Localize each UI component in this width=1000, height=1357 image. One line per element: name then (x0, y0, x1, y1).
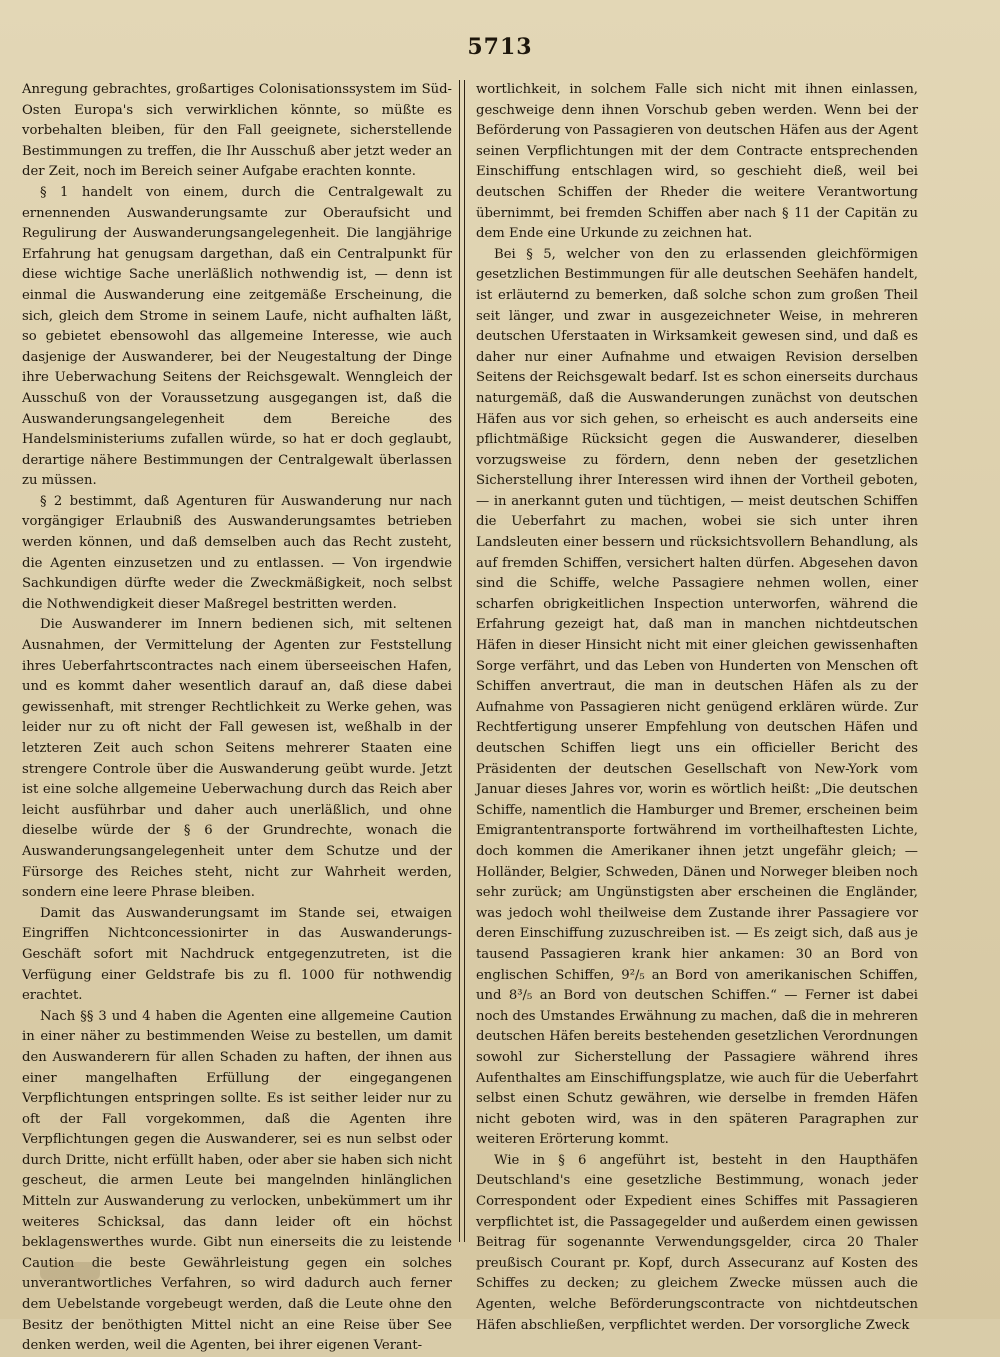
paragraph: Nach §§ 3 und 4 haben die Agenten eine allgemeine Caution in einer näher zu bestimmenden Weise zu bestellen, um damit den Auswanderern für allen Schaden zu haften, der ihnen aus einer mangelhaften Erfüllung der eingegangenen Verpflichtungen entspringen sollte. Es ist seither leider nur zu oft der Fall vorgekommen, daß die Agenten ihre Verpflichtungen gegen die Auswanderer, sei es nun selbst oder durch Dritte, nicht erfüllt haben, oder aber sie haben sich nicht gescheut, die armen Leute bei mangelnden hinlänglichen Mitteln zur Auswanderung zu verlocken, unbekümmert um ihr weiteres Schicksal, das dann leider oft ein höchst beklagenswerthes wurde. Gibt nun einerseits die zu leistende Caution die beste Gewährleistung gegen ein solches unverantwortliches Verfahren, so wird dadurch auch ferner dem Uebelstande vorgebeugt werden, daß die Leute ohne den Besitz der benöthigten Mittel nicht an eine Reise über See denken werden, weil die Agenten, bei ihrer eigenen Verant- (22, 1008, 452, 1354)
paragraph: wortlichkeit, in solchem Falle sich nicht mit ihnen einlassen, geschweige denn ihnen Vorschub geben werden. Wenn bei der Beförderung von Passagieren von deutschen Häfen aus der Agent seinen Verpflichtungen mit der dem Contracte entsprechenden Einschiffung entschlagen wird, so geschieht dieß, weil bei deutschen Schiffen der Rheder die weitere Verantwortung übernimmt, bei fremden Schiffen aber nach § 11 der Capitän zu dem Ende eine Urkunde zu zeichnen hat. (476, 82, 918, 242)
paragraph: § 1 handelt von einem, durch die Centralgewalt zu ernennenden Auswanderungsamte zur Oberaufsicht und Regulirung der Auswanderungsangelegenheit. Die langjährige Erfahrung hat genugsam dargethan, daß ein Centralpunkt für diese wichtige Sache unerläßlich nothwendig ist, — denn ist einmal die Auswanderung eine zeitgemäße Erscheinung, die sich, gleich dem Strome in seinem Laufe, nicht aufhalten läßt, so gebietet ebensowohl das allgemeine Interesse, wie auch dasjenige der Auswanderer, bei der Neugestaltung der Dinge ihre Ueberwachung Seitens der Reichsgewalt. Wenngleich der Ausschuß von der Voraussetzung ausgegangen ist, daß die Auswanderungsangelegenheit dem Bereiche des Handelsministeriums zufallen würde, so hat er doch geglaubt, derartige nähere Bestimmungen der Centralgewalt überlassen zu müssen. (22, 184, 452, 489)
paragraph: Damit das Auswanderungsamt im Stande sei, etwaigen Eingriffen Nichtconcessionirter in das Auswanderungs-Geschäft sofort mit Nachdruck entgegenzutreten, ist die Verfügung einer Geldstrafe bis zu fl. 1000 für nothwendig erachtet. (22, 905, 452, 1004)
paragraph: Bei § 5, welcher von den zu erlassenden gleichförmigen gesetzlichen Bestimmungen für alle deutschen Seehäfen handelt, ist erläuternd zu bemerken, daß solche schon zum großen Theil seit länger, und zwar in ausgezeichneter Weise, in mehreren deutschen Uferstaaten in Wirksamkeit gewesen sind, und daß es daher nur einer Aufnahme und etwaigen Revision derselben Seitens der Reichsgewalt bedarf. Ist es schon einerseits durchaus naturgemäß, daß die Auswanderungen zunächst von deutschen Häfen aus vor sich gehen, so erheischt es auch anderseits eine pflichtmäßige Rücksicht gegen die Auswanderer, dieselben vorzugsweise zu fördern, denn neben der gesetzlichen Sicherstellung ihrer Interessen wird ihnen der Vortheil geboten, — in anerkannt guten und tüchtigen, — meist deutschen Schiffen die Ueberfahrt zu machen, wobei sie sich unter ihren Landsleuten einer bessern und rücksichtsvollern Behandlung, als auf fremden Schiffen, versichert halten dürfen. Abgesehen davon sind die Schiffe, welche Passagiere nehmen wollen, einer scharfen obrigkeitlichen Inspection unterworfen, während die Erfahrung gezeigt hat, daß man in manchen nichtdeutschen Häfen in dieser Hinsicht nicht mit einer gleichen gewissenhaften Sorge verfährt, und das Leben von Hunderten von Menschen oft Schiffen anvertraut, die man in deutschen Häfen als zu der Aufnahme von Passagieren nicht genügend erklären würde. Zur Rechtfertigung unserer Empfehlung von deutschen Häfen und deutschen Schiffen liegt uns ein officieller Bericht des Präsidenten der deutschen Gesellschaft von New-York vom Januar dieses Jahres vor, worin es wörtlich heißt: „Die deutschen Schiffe, namentlich die Hamburger und Bremer, erscheinen beim Emigrantentransporte fortwährend im vortheilhaftesten Lichte, doch kommen die Amerikaner ihnen jetzt ungefähr gleich; — Holländer, Belgier, Schweden, Dänen und Norweger bleiben noch sehr zurück; am Ungünstigsten aber erscheinen die Engländer, was jedoch wohl theilweise dem Zustande ihrer Passagiere vor deren Einschiffung zuzuschreiben ist. — Es zeigt sich, daß aus je tausend Passagieren krank hier ankamen: 30 an Bord von englischen Schiffen, 9²/₅ an Bord von amerikanischen Schiffen, und 8³/₅ an Bord von deutschen Schiffen.“ — Ferner ist dabei noch des Umstandes Erwähnung zu machen, daß die in mehreren deutschen Häfen bereits bestehenden gesetzlichen Verordnungen sowohl zur Sicherstellung der Passagiere während ihres Aufenthaltes am Einschiffungsplatze, wie auch für die Ueberfahrt selbst einen Schutz gewähren, wie derselbe in fremden Häfen nicht geboten wird, was in den späteren Paragraphen zur weiteren Erörterung kommt. (476, 246, 918, 1148)
right-column (476, 80, 918, 1333)
paragraph: Anregung gebrachtes, großartiges Colonisationssystem im Süd-Osten Europa's sich verwirklichen könnte, so müßte es vorbehalten bleiben, für den Fall geeignete, sicherstellende Bestimmungen zu treffen, die Ihr Ausschuß aber jetzt weder an der Zeit, noch im Bereich seiner Aufgabe erachten konnte. (22, 82, 452, 180)
column-divider (459, 80, 465, 1242)
paragraph: Wie in § 6 angeführt ist, besteht in den Haupthäfen Deutschland's eine gesetzliche Bestimmung, wonach jeder Correspondent oder Expedient eines Schiffes mit Passagieren verpflichtet ist, die Passagegelder und außerdem einen gewissen Beitrag für sogenannte Verwendungsgelder, circa 20 Thaler preußisch Courant pr. Kopf, durch Assecuranz auf Kosten des Schiffes zu decken; zu gleichem Zwecke müssen auch die Agenten, welche Beförderungscontracte von nichtdeutschen Häfen abschließen, verpflichtet werden. Der vorsorgliche Zweck (476, 1152, 918, 1333)
page-number: 5713 (467, 34, 533, 60)
left-column (22, 80, 452, 1354)
paragraph: § 2 bestimmt, daß Agenturen für Auswanderung nur nach vorgängiger Erlaubniß des Auswanderungsamtes betrieben werden können, und daß demselben auch das Recht zusteht, die Agenten einzusetzen und zu entlassen. — Von irgendwie Sachkundigen dürfte weder die Zweckmäßigkeit, noch selbst die Nothwendigkeit dieser Maßregel bestritten werden. (22, 493, 452, 612)
paragraph: Die Auswanderer im Innern bedienen sich, mit seltenen Ausnahmen, der Vermittelung der Agenten zur Feststellung ihres Ueberfahrtscontractes nach einem überseeischen Hafen, und es kommt daher wesentlich darauf an, daß diese dabei gewissenhaft, mit strenger Rechtlichkeit zu Werke gehen, was leider nur zu oft nicht der Fall gewesen ist, weßhalb in der letzteren Zeit auch schon Seitens mehrerer Staaten eine strengere Controle über die Auswanderung geübt wurde. Jetzt ist eine solche allgemeine Ueberwachung durch das Reich aber leicht ausführbar und daher auch unerläßlich, und ohne dieselbe würde der § 6 der Grundrechte, wonach die Auswanderungsangelegenheit unter dem Schutze und der Fürsorge des Reiches steht, nicht zur Wahrheit werden, sondern eine leere Phrase bleiben. (22, 617, 452, 901)
ink-smudge (40, 1262, 100, 1280)
